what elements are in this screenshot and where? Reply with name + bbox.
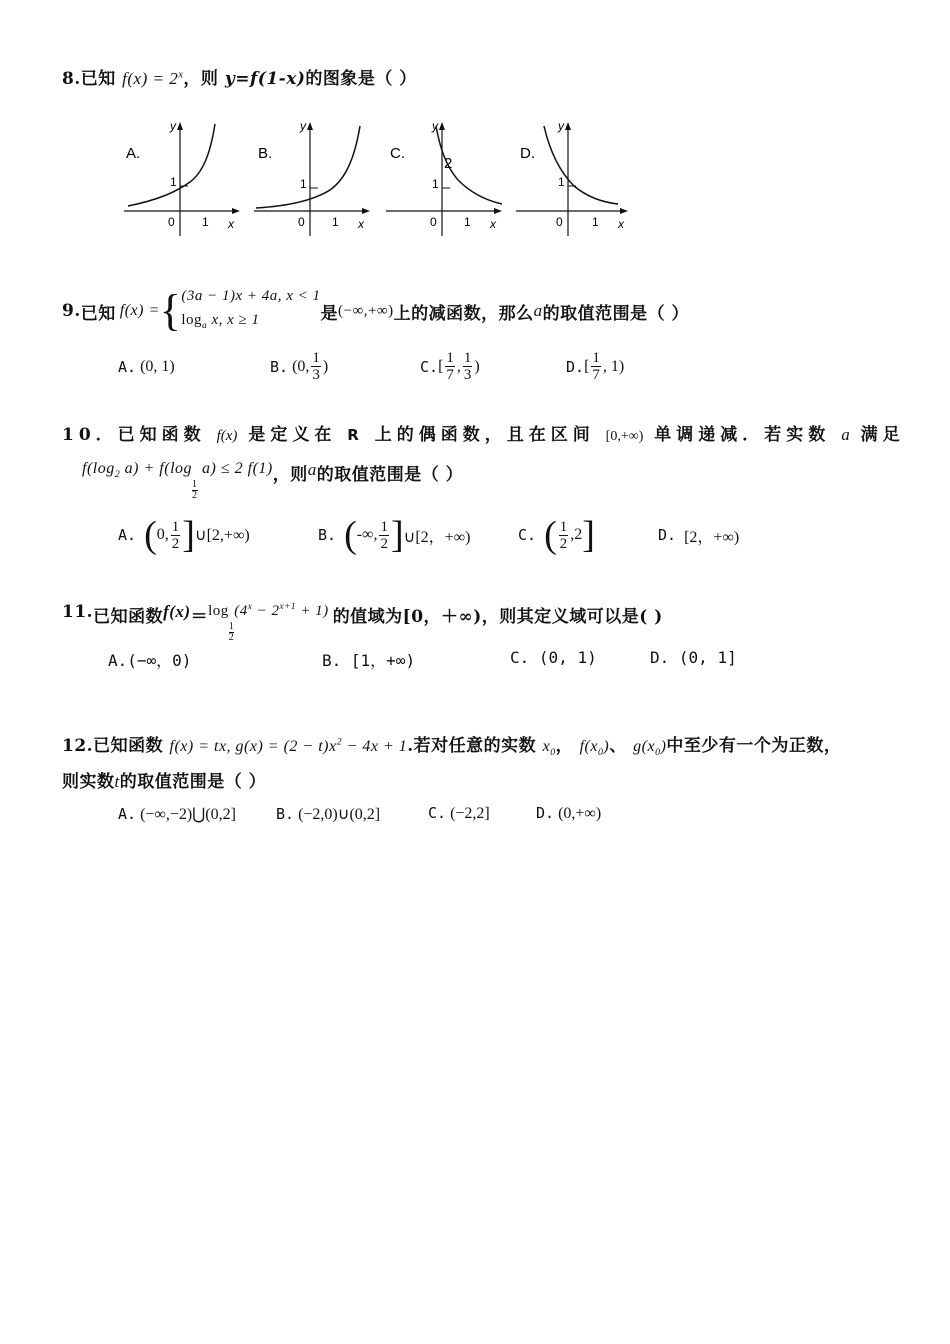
curve-b <box>256 126 360 208</box>
piecewise-brace: { <box>159 286 182 335</box>
x-tick-1: 1 <box>202 215 209 229</box>
q12-stem-line2: 则实数t的取值范围是（ ） <box>62 772 267 792</box>
y-arrow-icon <box>307 122 313 130</box>
q9-case2: $\log_a x$, x ≥ 1 <box>181 312 260 331</box>
q10-option-a[interactable]: A. ( 0, $\frac{1}{2}$ ] ∪[2,+∞) <box>118 514 250 556</box>
q11-option-d[interactable]: D. (0, 1] <box>650 648 737 667</box>
q11-number: 11. <box>62 602 94 622</box>
y-arrow-icon <box>177 122 183 130</box>
y-tick-1: 1 <box>170 175 177 189</box>
q10-stem-line2: $f(\log_2$ a) + f(log $\frac{1}{2}$ a) ≤ 2 f(1) ，则 a 的取值范围是（ ） <box>82 460 464 501</box>
y-arrow-icon <box>439 122 445 130</box>
q11-option-c[interactable]: C. (0, 1) <box>510 648 597 667</box>
q9-number: 9. <box>62 301 81 321</box>
q8-graph-b[interactable] <box>250 118 378 238</box>
y-label: y <box>432 119 438 133</box>
q9-options <box>118 350 624 383</box>
q11-option-b[interactable]: B. [1，+∞) <box>322 651 416 670</box>
q8-graph-d[interactable] <box>512 118 640 238</box>
y-label: y <box>558 119 564 133</box>
x-tick-1: 1 <box>464 215 471 229</box>
q9-lhs: f(x) = <box>119 302 160 319</box>
y-label: y <box>170 119 176 133</box>
q9-option-c[interactable]: C. [ $\frac{1}{7}$ , $\frac{1}{3}$ ) <box>420 350 480 383</box>
q8-graph-a[interactable] <box>118 118 246 238</box>
q9-option-d[interactable]: D. [ $\frac{1}{7}$ , 1) <box>566 350 625 383</box>
x-tick-1: 1 <box>592 215 599 229</box>
q9-option-a[interactable]: A. (0, 1) <box>118 357 175 376</box>
origin-label: 0 <box>168 215 175 229</box>
q12-definitions: f(x) = tx, $g(x) = (2 - t)x^2 - 4x + 1$ <box>169 736 408 755</box>
q10-inequality: $f(\log_2$ a) + f(log $\frac{1}{2}$ a) ≤ 2 f(1) <box>82 460 273 501</box>
q8-graph-c[interactable] <box>382 118 510 238</box>
x-arrow-icon <box>494 208 502 214</box>
q10-options <box>118 516 739 554</box>
origin-label: 0 <box>556 215 563 229</box>
x-arrow-icon <box>232 208 240 214</box>
q12-option-b[interactable]: B. (−2,0)∪(0,2] <box>276 805 381 823</box>
y-label: y <box>300 119 306 133</box>
x-arrow-icon <box>362 208 370 214</box>
q9-cases <box>181 284 320 338</box>
q8-graph-c-label: C. <box>390 145 405 162</box>
x-label: x <box>490 217 496 231</box>
curve-a <box>128 124 215 206</box>
q10-option-b[interactable]: B. ( -∞, $\frac{1}{2}$ ] ∪[2，+∞) <box>318 514 471 556</box>
x-arrow-icon <box>620 208 628 214</box>
q8-graph-d-label: D. <box>520 145 535 162</box>
q10-option-c[interactable]: C. ( $\frac{1}{2}$ ,2 ] <box>518 514 595 556</box>
q8-stem: 8.已知 $f(x) = 2^x$，则 y=f(1-x)的图象是（ ） <box>62 69 417 89</box>
y-tick-1: 1 <box>432 177 439 191</box>
q8-graph-a-label: A. <box>126 145 141 162</box>
q9-option-b[interactable]: B. (0, $\frac{1}{3}$ ) <box>270 350 329 383</box>
y-value-2: 2 <box>444 155 453 172</box>
q12-stem-line1: 12.已知函数 f(x) = tx, $g(x) = (2 - t)x^2 - 4x + 1$.若对任意的实数 $x_0$， $f(x_0)$、 $g(x_0)$中至少有一个为正数， <box>62 736 842 759</box>
q11-log-expression: log $\frac{1}{2}$ $(4^x - 2^{x+1} + 1)$ <box>208 602 329 643</box>
curve-d <box>544 126 618 204</box>
y-arrow-icon <box>565 122 571 130</box>
q12-option-c[interactable]: C. (−2,2] <box>428 804 490 822</box>
q8-number: 8. <box>62 69 81 89</box>
origin-label: 0 <box>298 215 305 229</box>
q8-text: 已知 <box>80 69 116 89</box>
q12-option-d[interactable]: D. (0,+∞) <box>536 804 602 822</box>
y-tick-1: 1 <box>300 177 307 191</box>
x-tick-1: 1 <box>332 215 339 229</box>
y-tick-1: 1 <box>558 175 565 189</box>
q8-graph-b-label: B. <box>258 145 273 162</box>
q11-stem: 11. 已知函数 f(x) ＝ log $\frac{1}{2}$ $(4^x - 2^{x+1} + 1)$ 的值域为[0，＋∞)，则其定义域可以是( ) <box>62 602 663 643</box>
q12-number: 12. <box>62 736 94 756</box>
q10-stem-line1: 10．已知函数 f(x) 是定义在 R 上的偶函数，且在区间 [0,+∞) 单调递减．若实数 a 满足 <box>62 425 905 445</box>
q8-formula: $f(x) = 2^x$ <box>122 69 184 88</box>
q12-options <box>118 804 601 824</box>
q9-interval: (−∞,+∞) <box>338 302 394 319</box>
q10-number: 10． <box>62 425 118 445</box>
x-label: x <box>228 217 234 231</box>
x-label: x <box>618 217 624 231</box>
q8-bold-expression: y=f(1-x) <box>224 69 306 89</box>
q9-case1: (3a − 1)x + 4a, x < 1 <box>181 288 321 304</box>
origin-label: 0 <box>430 215 437 229</box>
x-label: x <box>358 217 364 231</box>
q9-stem: 9. 已知 f(x) = { (3a − 1)x + 4a, x < 1 $\log_a x$, x ≥ 1 是 (−∞,+∞) 上的减函数，那么 a 的取值范围是（ ） <box>62 284 689 338</box>
q10-option-d[interactable]: D. [2，+∞) <box>658 526 740 546</box>
q12-option-a[interactable]: A. (−∞,−2)⋃(0,2] <box>118 805 236 823</box>
q11-options <box>108 648 737 671</box>
q11-option-a[interactable]: A.(−∞，0) <box>108 651 192 670</box>
q10-interval: [0,+∞) <box>605 429 644 444</box>
